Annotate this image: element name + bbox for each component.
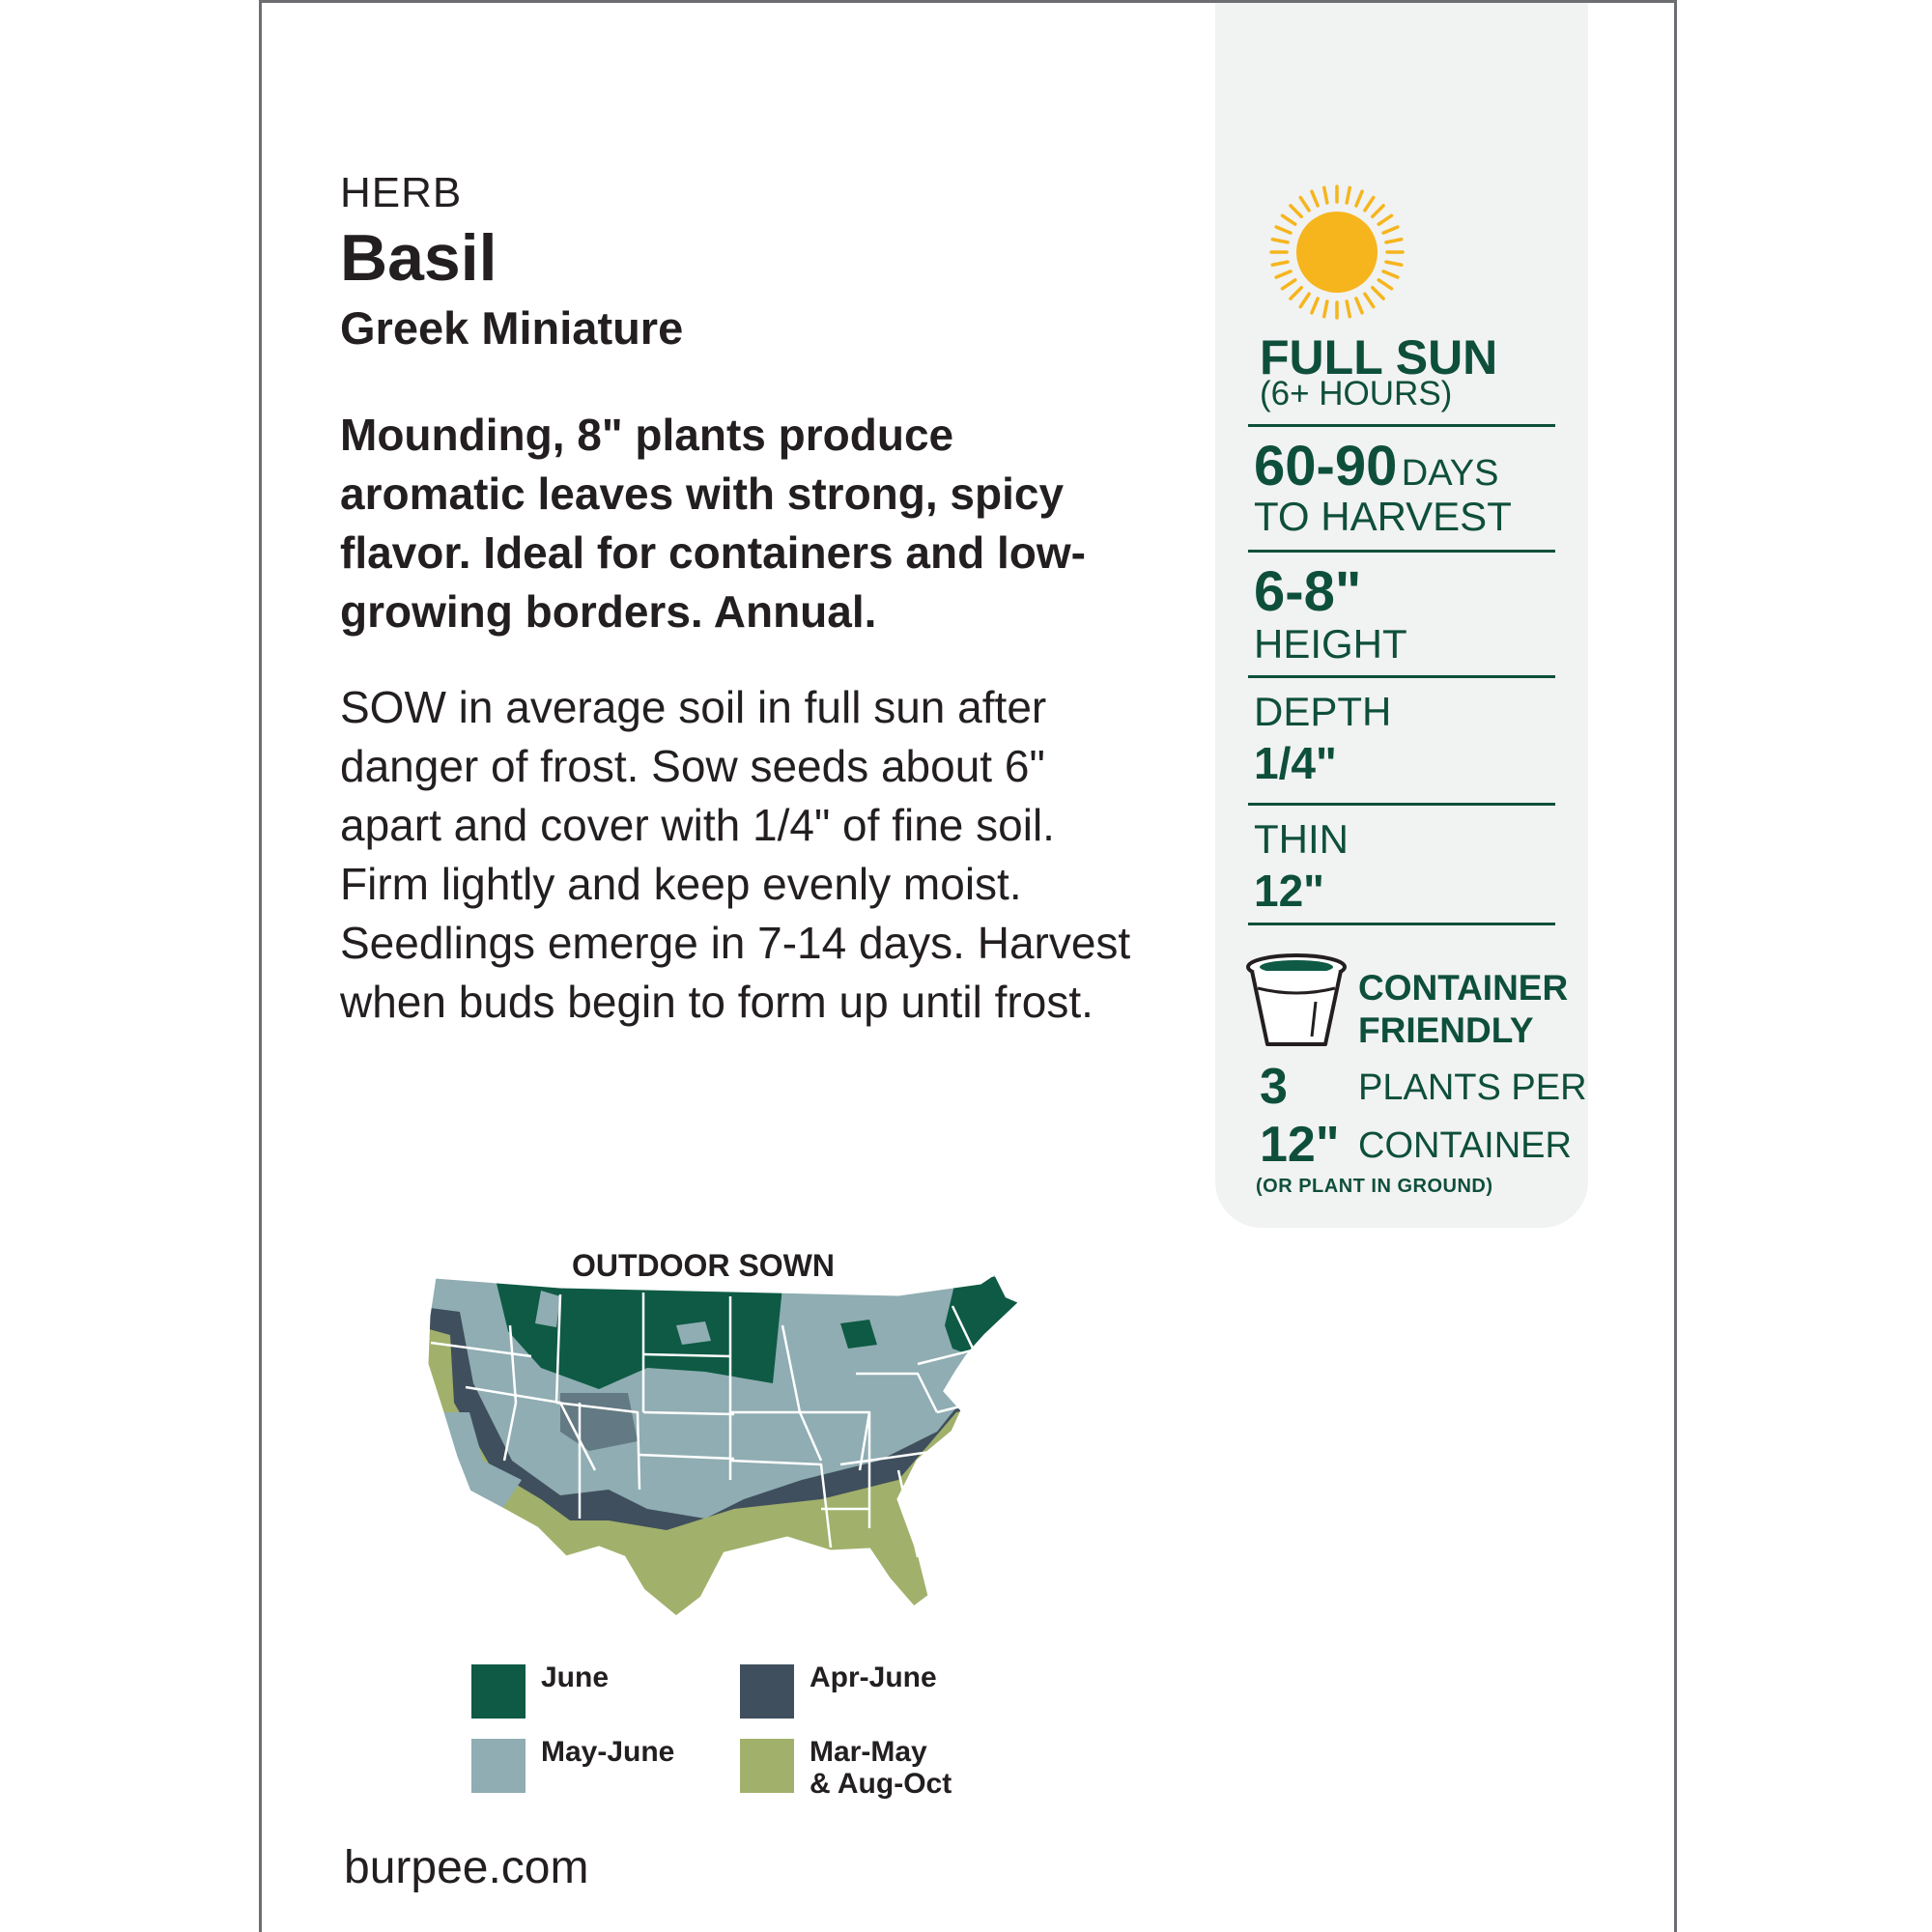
depth-label: DEPTH <box>1254 689 1392 734</box>
divider <box>1248 923 1555 925</box>
plant-title: Basil <box>340 221 497 295</box>
thin-value: 12" <box>1254 866 1324 916</box>
thin-label: THIN <box>1254 816 1349 862</box>
legend-swatch <box>740 1664 794 1719</box>
sun-ray <box>1383 271 1398 277</box>
us-sowing-map <box>415 1267 1043 1673</box>
container-pot-icon <box>1242 948 1350 1050</box>
sun-icon <box>1267 183 1406 322</box>
legend-label: Mar-May & Aug-Oct <box>810 1736 952 1800</box>
sun-ray <box>1378 215 1391 224</box>
divider <box>1248 675 1555 678</box>
map-title: OUTDOOR SOWN <box>572 1248 835 1283</box>
sun-ray <box>1300 197 1309 210</box>
sun-ray <box>1347 187 1350 203</box>
days-unit: DAYS <box>1401 453 1499 494</box>
category-label: HERB <box>340 169 463 216</box>
sun-ray <box>1272 262 1288 265</box>
height-value: 6-8" <box>1254 560 1362 623</box>
container-friendly <box>1358 967 1568 1052</box>
divider <box>1248 803 1555 806</box>
description-text: Mounding, 8" plants produce aromatic leaves with strong, spicy flavor. Ideal for containers and low-growing borders. Annual. <box>340 410 1086 637</box>
plant-in-ground-note: (OR PLANT IN GROUND) <box>1256 1176 1493 1197</box>
sun-ray <box>1276 271 1291 277</box>
sun-ray <box>1386 240 1402 242</box>
sun-hours: (6+ HOURS) <box>1260 375 1453 412</box>
sowing-instructions: SOW in average soil in full sun after danger of frost. Sow seeds about 6" apart and cover with 1/4" of fine soil. Firm lightly and keep evenly moist. Seedlings emerge in 7-14 days. Harvest when buds begin to form up until frost. <box>340 682 1131 1027</box>
sun-ray <box>1386 262 1402 265</box>
sun-ray <box>1291 206 1301 216</box>
sun-ray <box>1347 301 1350 317</box>
sun-ray <box>1291 288 1301 298</box>
legend-swatch <box>740 1739 794 1793</box>
days-value: 60-90 <box>1254 435 1398 497</box>
height-label: HEIGHT <box>1254 621 1407 667</box>
sun-ray <box>1312 298 1318 313</box>
sun-ray <box>1373 288 1383 298</box>
growing-info-sidebar <box>1215 3 1588 1228</box>
legend-label: Apr-June <box>810 1662 937 1693</box>
legend-swatch <box>471 1664 526 1719</box>
sun-ray <box>1312 191 1318 206</box>
days-label: TO HARVEST <box>1254 494 1512 539</box>
sun-ray <box>1282 280 1294 289</box>
sun-ray <box>1373 206 1383 216</box>
sun-ray <box>1365 197 1374 210</box>
container-word: CONTAINER <box>1358 1125 1572 1166</box>
plants-label: PLANTS PER <box>1358 1067 1587 1108</box>
days-to-harvest <box>1254 434 1498 498</box>
sun-ray <box>1378 280 1391 289</box>
divider <box>1248 550 1555 553</box>
sun-ray <box>1365 294 1374 306</box>
divider <box>1248 424 1555 427</box>
sun-requirement: FULL SUN <box>1260 330 1498 384</box>
sun-ray <box>1282 215 1294 224</box>
sun-ray <box>1356 298 1362 313</box>
variety-name: Greek Miniature <box>340 302 684 354</box>
container-line-1: CONTAINER <box>1358 968 1569 1008</box>
sun-ray <box>1324 187 1327 203</box>
container-size: 12" <box>1260 1117 1340 1173</box>
sun-ray <box>1276 227 1291 233</box>
legend-label: June <box>541 1662 610 1693</box>
legend-label: May-June <box>541 1736 675 1768</box>
sun-ray <box>1300 294 1309 306</box>
container-line-2: FRIENDLY <box>1358 1010 1534 1050</box>
depth-value: 1/4" <box>1254 738 1337 788</box>
plants-count: 3 <box>1260 1059 1288 1115</box>
legend-swatch <box>471 1739 526 1793</box>
sun-ray <box>1383 227 1398 233</box>
sun-ray <box>1356 191 1362 206</box>
sun-ray <box>1272 240 1288 242</box>
sun-ray <box>1324 301 1327 317</box>
website-url: burpee.com <box>344 1842 589 1893</box>
